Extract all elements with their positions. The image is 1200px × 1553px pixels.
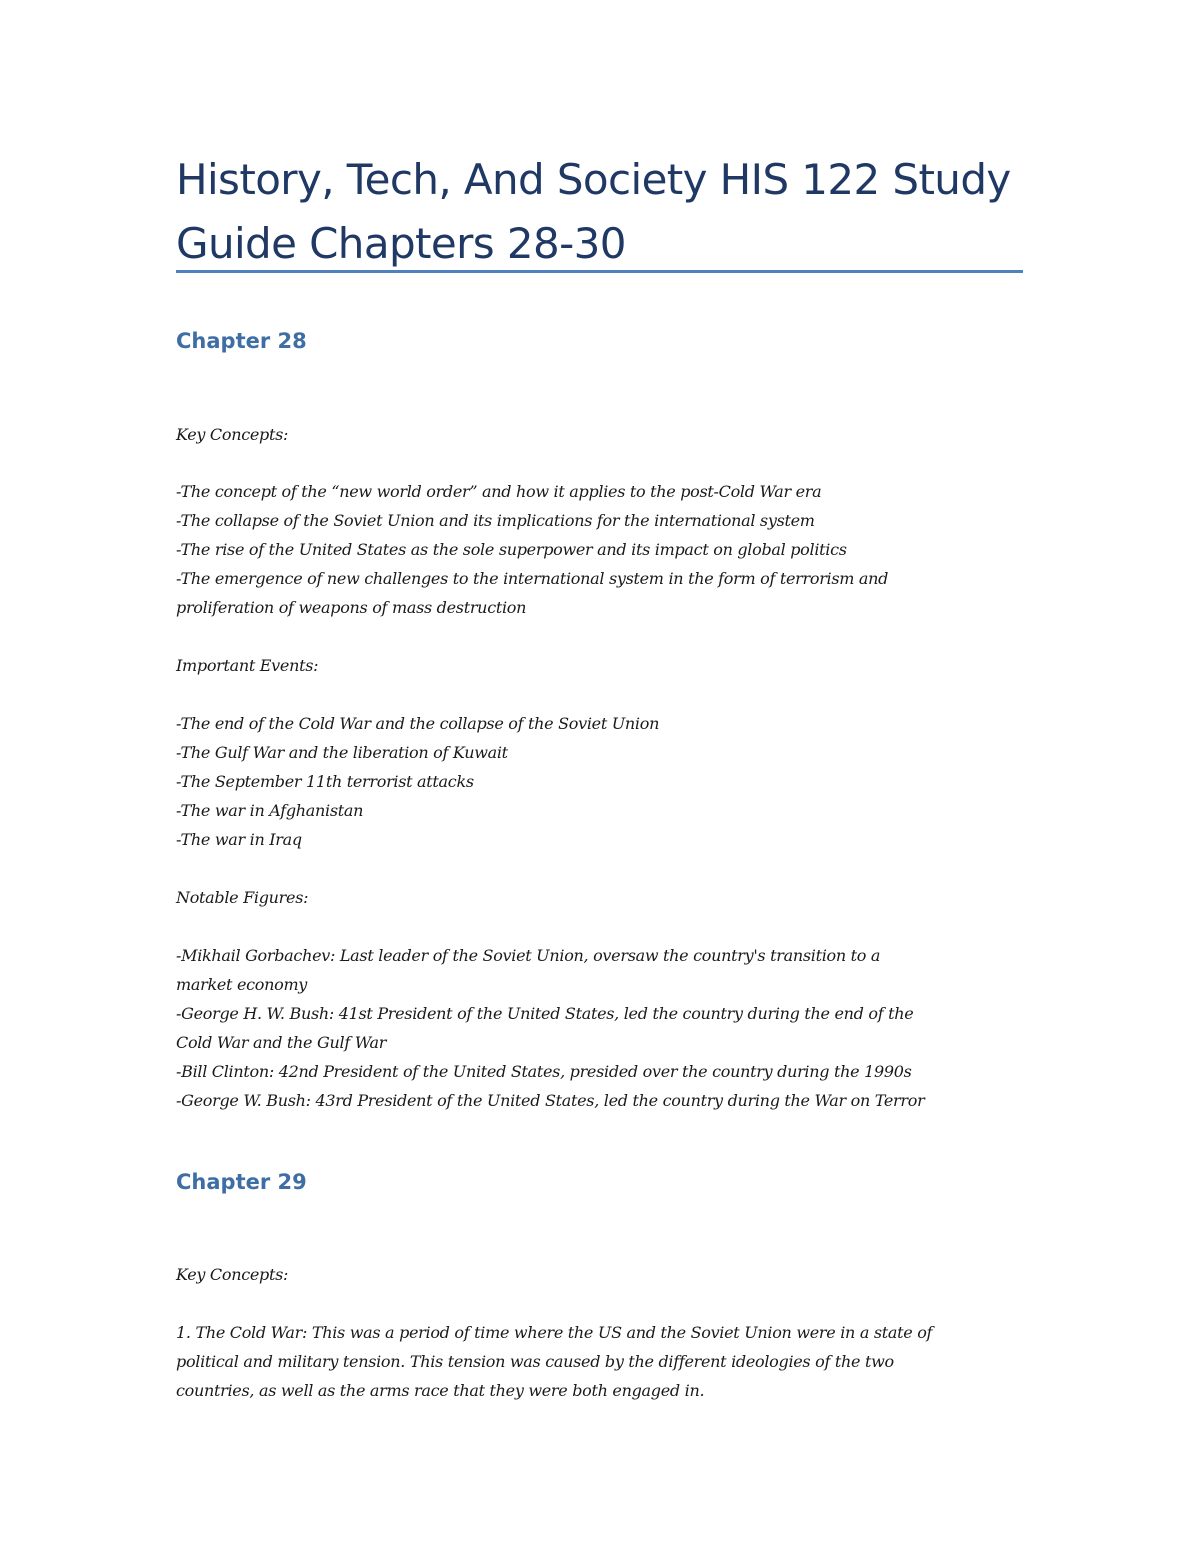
- chapter-28-important-events-list: [176, 709, 1036, 854]
- list-item: countries, as well as the arms race that they were both engaged in.: [176, 1381, 705, 1400]
- list-item: -The rise of the United States as the sole superpower and its impact on global politics: [176, 540, 847, 559]
- list-item: market economy: [176, 975, 308, 994]
- list-item: -The emergence of new challenges to the international system in the form of terrorism and: [176, 569, 889, 588]
- chapter-28-key-concepts-list: [176, 477, 1036, 622]
- list-item: 1. The Cold War: This was a period of time where the US and the Soviet Union were in a state of: [176, 1323, 933, 1342]
- list-item: -The concept of the “new world order” and how it applies to the post-Cold War era: [176, 482, 822, 501]
- list-item: political and military tension. This tension was caused by the different ideologies of the two: [176, 1352, 894, 1371]
- document-title: [176, 148, 1036, 276]
- list-item: -Bill Clinton: 42nd President of the United States, presided over the country during the 1990s: [176, 1062, 912, 1081]
- list-item: proliferation of weapons of mass destruction: [176, 598, 527, 617]
- chapter-29-key-concepts-list: [176, 1318, 1036, 1405]
- title-line-1: History, Tech, And Society HIS 122 Study: [176, 155, 1011, 204]
- list-item: -The collapse of the Soviet Union and its implications for the international system: [176, 511, 815, 530]
- list-item: -George H. W. Bush: 41st President of the United States, led the country during the end of the: [176, 1004, 914, 1023]
- chapter-29-key-concepts-label: Key Concepts:: [176, 1265, 289, 1284]
- list-item: -The Gulf War and the liberation of Kuwait: [176, 743, 508, 762]
- title-line-2: Guide Chapters 28-30: [176, 219, 626, 268]
- list-item: -Mikhail Gorbachev: Last leader of the Soviet Union, oversaw the country's transition to a: [176, 946, 881, 965]
- chapter-28-key-concepts-label: Key Concepts:: [176, 425, 289, 444]
- chapter-28-important-events-label: Important Events:: [176, 656, 319, 675]
- list-item: -The war in Afghanistan: [176, 801, 364, 820]
- chapter-28-notable-figures-list: [176, 941, 1036, 1115]
- list-item: -George W. Bush: 43rd President of the United States, led the country during the War on Terror: [176, 1091, 925, 1110]
- chapter-28-heading: Chapter 28: [176, 329, 307, 353]
- title-underline: [176, 270, 1023, 273]
- list-item: -The end of the Cold War and the collapse of the Soviet Union: [176, 714, 660, 733]
- list-item: -The war in Iraq: [176, 830, 302, 849]
- list-item: Cold War and the Gulf War: [176, 1033, 387, 1052]
- chapter-28-notable-figures-label: Notable Figures:: [176, 888, 309, 907]
- list-item: -The September 11th terrorist attacks: [176, 772, 474, 791]
- chapter-29-heading: Chapter 29: [176, 1170, 307, 1194]
